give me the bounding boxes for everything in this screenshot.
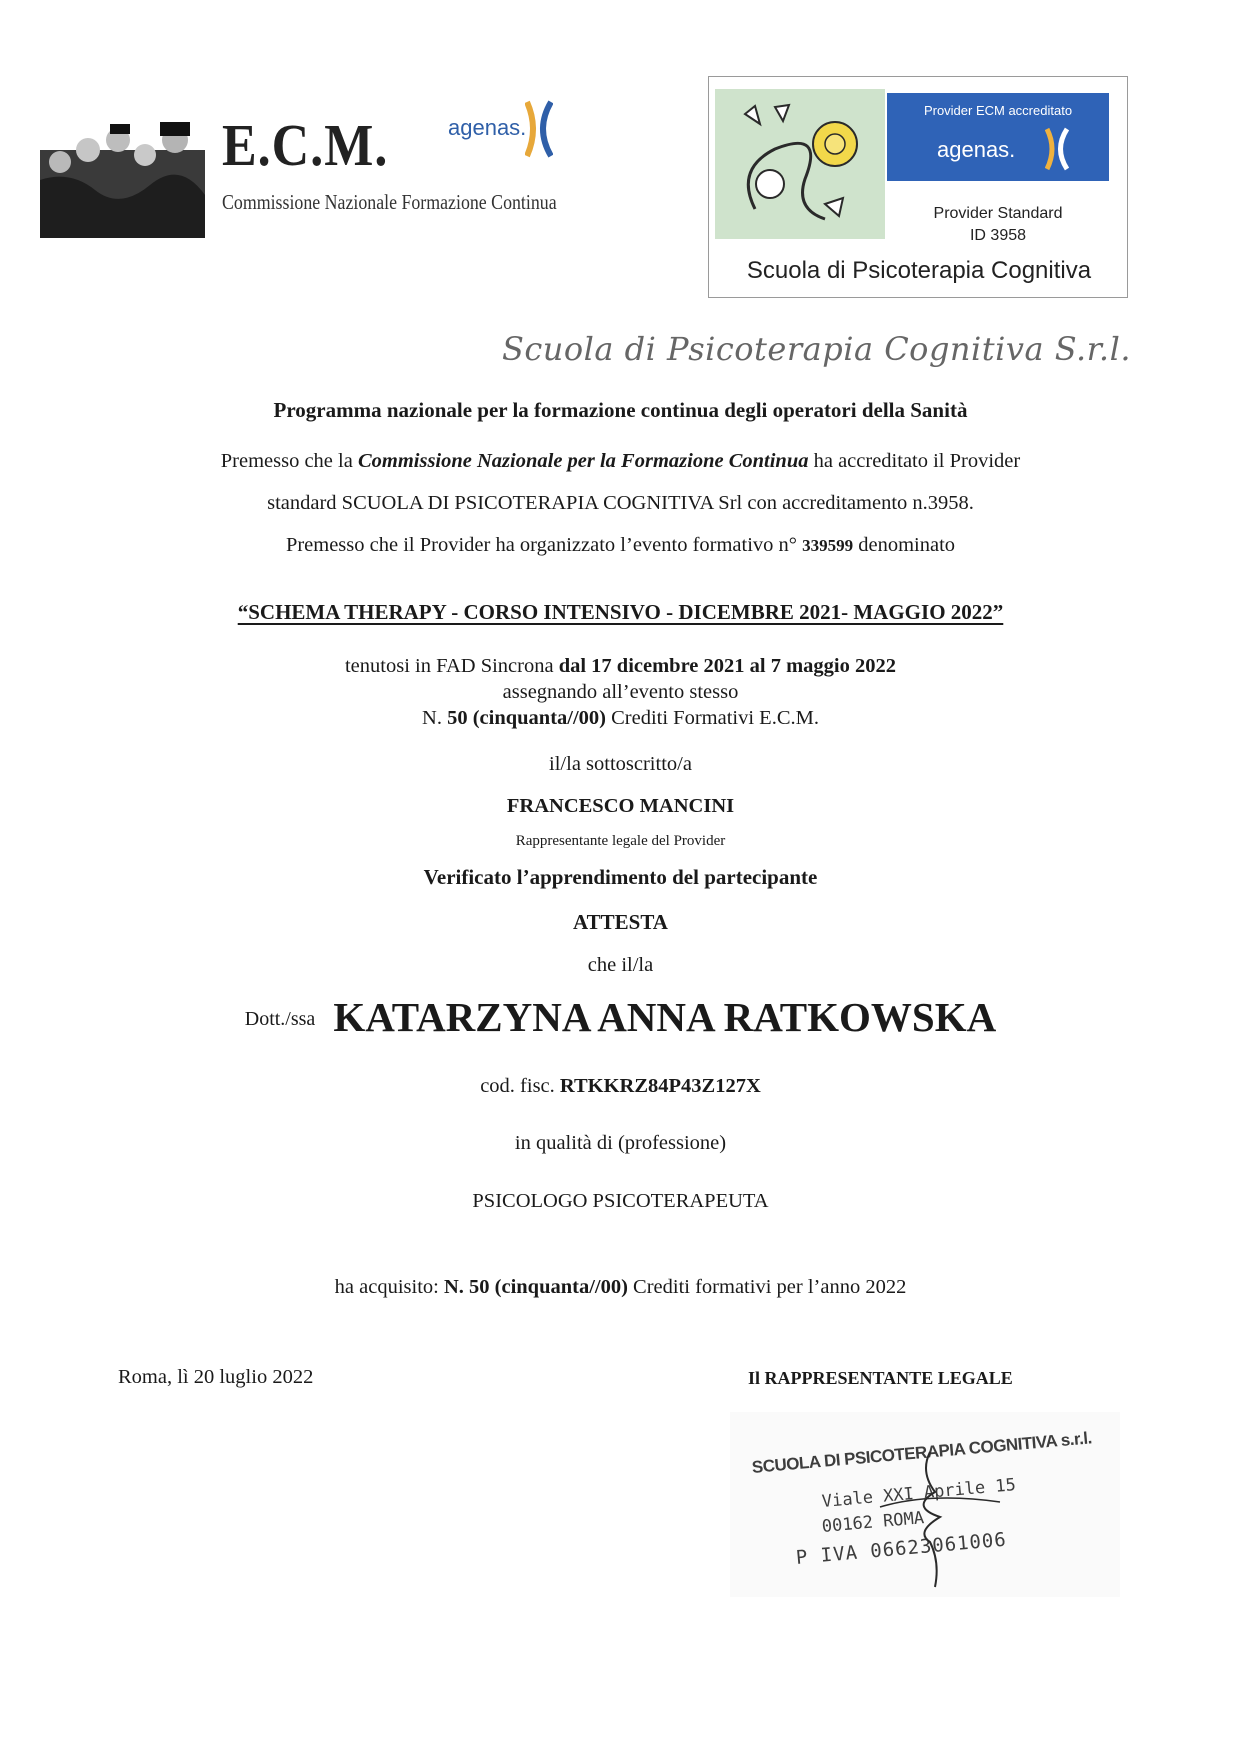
that-label: che il/la: [587, 954, 654, 976]
ecm-subtitle: Commissione Nazionale Formazione Continua: [222, 190, 557, 214]
provider-id-label: ID 3958: [969, 227, 1027, 244]
tax-code: RTKKRZ84P43Z127X: [559, 1075, 761, 1097]
ecm-title: E.C.M.: [222, 113, 389, 179]
school-logo-box: [708, 76, 1128, 298]
premise-line-1: Premesso che la Commissione Nazionale per la Formazione Continua ha accreditato il Provider: [220, 450, 1021, 472]
agenas-badge-text: agenas.: [937, 137, 1016, 162]
undersigned-label: il/la sottoscritto/a: [549, 753, 692, 775]
agenas-x-icon: [525, 100, 553, 158]
ecm-painting-logo: [40, 110, 205, 238]
commission-name: Commissione Nazionale per la Formazione Continua: [357, 450, 809, 472]
school-script-name: Scuola di Psicoterapia Cognitiva S.r.l.: [501, 330, 1131, 368]
stamp-vat: P IVA 06623061006: [795, 1528, 1008, 1569]
credits-count: 50 (cinquanta//00): [447, 707, 606, 729]
assigning-line: assegnando all’evento stesso: [502, 681, 739, 703]
legal-rep-title: Il RAPPRESENTANTE LEGALE: [748, 1368, 1013, 1388]
agenas-logo-text: agenas.: [448, 115, 527, 140]
school-flower-illustration-icon: [715, 89, 885, 239]
stamp-address: Viale XXI Aprile 15: [821, 1475, 1017, 1512]
program-heading: Programma nazionale per la formazione continua degli operatori della Sanità: [273, 398, 968, 422]
place-date: Roma, lì 20 luglio 2022: [118, 1366, 314, 1388]
acquired-credits-line: ha acquisito: N. 50 (cinquanta//00) Crediti formativi per l’anno 2022: [334, 1276, 907, 1298]
stamp-company: SCUOLA DI PSICOTERAPIA COGNITIVA s.r.l.: [751, 1428, 1093, 1477]
premise-line-3: Premesso che il Provider ha organizzato l’evento formativo n° 339599 denominato: [285, 534, 956, 556]
company-stamp: [730, 1412, 1120, 1597]
event-title: “SCHEMA THERAPY - CORSO INTENSIVO - DICEMBRE 2021- MAGGIO 2022”: [237, 600, 1004, 624]
legal-rep-role: Rappresentante legale del Provider: [515, 833, 726, 849]
profession-value: PSICOLOGO PSICOTERAPEUTA: [472, 1190, 769, 1212]
event-dates-line: tenutosi in FAD Sincrona dal 17 dicembre 2021 al 7 maggio 2022: [344, 655, 896, 677]
legal-rep-name: FRANCESCO MANCINI: [506, 795, 735, 817]
provider-standard-label: Provider Standard: [933, 205, 1063, 222]
stamp-city: 00162 ROMA: [821, 1508, 925, 1537]
participant-row: [0, 993, 1241, 1041]
verified-line: Verificato l’apprendimento del partecipante: [423, 865, 818, 889]
event-dates: dal 17 dicembre 2021 al 7 maggio 2022: [558, 655, 896, 677]
acquired-credits: N. 50 (cinquanta//00): [443, 1276, 628, 1298]
agenas-badge-x-icon: [1045, 127, 1069, 171]
title-prefix: Dott./ssa: [244, 1008, 316, 1030]
profession-label: in qualità di (professione): [514, 1132, 727, 1154]
credits-line: N. 50 (cinquanta//00) Crediti Formativi E.C.M.: [422, 707, 819, 729]
attesta-heading: ATTESTA: [573, 910, 668, 934]
signature-icon: [730, 1412, 1120, 1597]
participant-name: KATARZYNA ANNA RATKOWSKA: [333, 994, 997, 1040]
provider-ecm-label: Provider ECM accreditato: [923, 103, 1073, 118]
premise-line-2: standard SCUOLA DI PSICOTERAPIA COGNITIVA Srl con accreditamento n.3958.: [267, 492, 974, 514]
school-name-logo: Scuola di Psicoterapia Cognitiva: [746, 257, 1092, 284]
event-number: 339599: [802, 536, 854, 555]
tax-code-line: cod. fisc. RTKKRZ84P43Z127X: [480, 1075, 761, 1097]
